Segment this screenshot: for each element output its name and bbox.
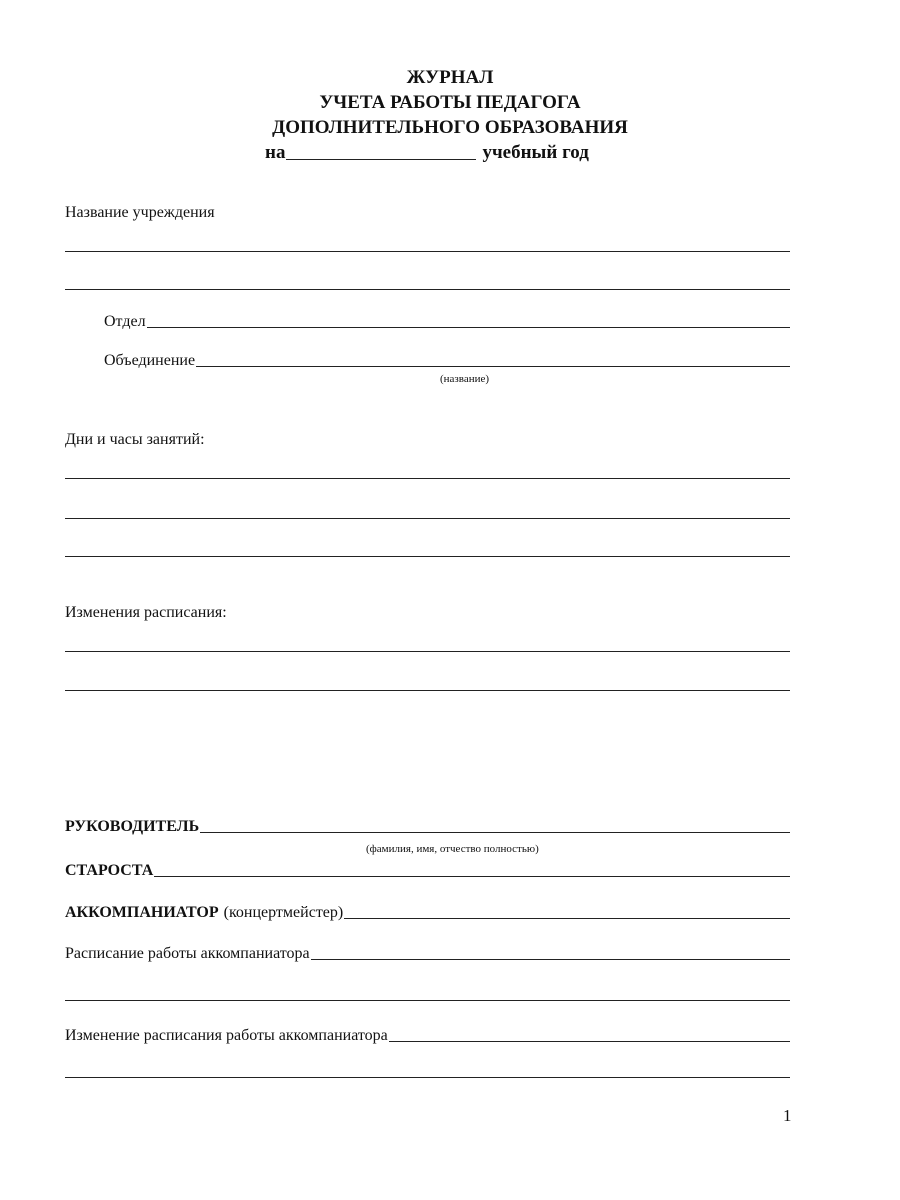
schedule-changes-line-2[interactable] — [65, 690, 790, 691]
association-caption: (название) — [440, 373, 490, 385]
association-label: Объединение — [104, 352, 196, 369]
headman-label: СТАРОСТА — [65, 862, 154, 879]
institution-line-2[interactable] — [65, 289, 790, 290]
schedule-line-3[interactable] — [65, 556, 790, 557]
accompanist-schedule-label: Расписание работы аккомпаниатора — [65, 945, 310, 962]
institution-label: Название учреждения — [65, 204, 215, 221]
schedule-label: Дни и часы занятий: — [65, 431, 205, 448]
accompanist-note: (концертмейстер) — [223, 904, 344, 921]
schedule-line-2[interactable] — [65, 518, 790, 519]
academic-year-line — [265, 141, 595, 165]
academic-year-blank[interactable] — [286, 159, 476, 160]
leader-caption: (фамилия, имя, отчество полностью) — [366, 843, 539, 855]
journal-subtitle-line-2: ДОПОЛНИТЕЛЬНОГО ОБРАЗОВАНИЯ — [272, 117, 628, 138]
year-suffix: учебный год — [482, 142, 589, 163]
accompanist-schedule-change-label: Изменение расписания работы аккомпаниатора — [65, 1027, 388, 1044]
year-prefix: на — [265, 142, 286, 163]
schedule-changes-line-1[interactable] — [65, 651, 790, 652]
journal-subtitle-line-1: УЧЕТА РАБОТЫ ПЕДАГОГА — [319, 92, 581, 113]
leader-field — [65, 817, 790, 837]
headman-blank[interactable] — [154, 876, 790, 877]
department-label: Отдел — [104, 313, 146, 330]
journal-title: ЖУРНАЛ — [406, 67, 494, 88]
accompanist-label: АККОМПАНИАТОР — [65, 904, 219, 921]
association-field — [104, 351, 790, 371]
schedule-line-1[interactable] — [65, 478, 790, 479]
association-blank[interactable] — [196, 366, 790, 367]
schedule-changes-label: Изменения расписания: — [65, 604, 227, 621]
accompanist-schedule-change-field — [65, 1026, 790, 1046]
leader-blank[interactable] — [200, 832, 790, 833]
headman-field — [65, 861, 790, 881]
accompanist-schedule-change-line-2[interactable] — [65, 1077, 790, 1078]
leader-label: РУКОВОДИТЕЛЬ — [65, 818, 200, 835]
accompanist-schedule-change-blank[interactable] — [389, 1041, 790, 1042]
accompanist-blank[interactable] — [344, 918, 790, 919]
page-number: 1 — [783, 1106, 792, 1125]
department-blank[interactable] — [147, 327, 790, 328]
department-field — [104, 312, 790, 332]
accompanist-schedule-field — [65, 944, 790, 964]
accompanist-schedule-line-2[interactable] — [65, 1000, 790, 1001]
accompanist-schedule-blank[interactable] — [311, 959, 790, 960]
institution-line-1[interactable] — [65, 251, 790, 252]
accompanist-field — [65, 903, 790, 923]
